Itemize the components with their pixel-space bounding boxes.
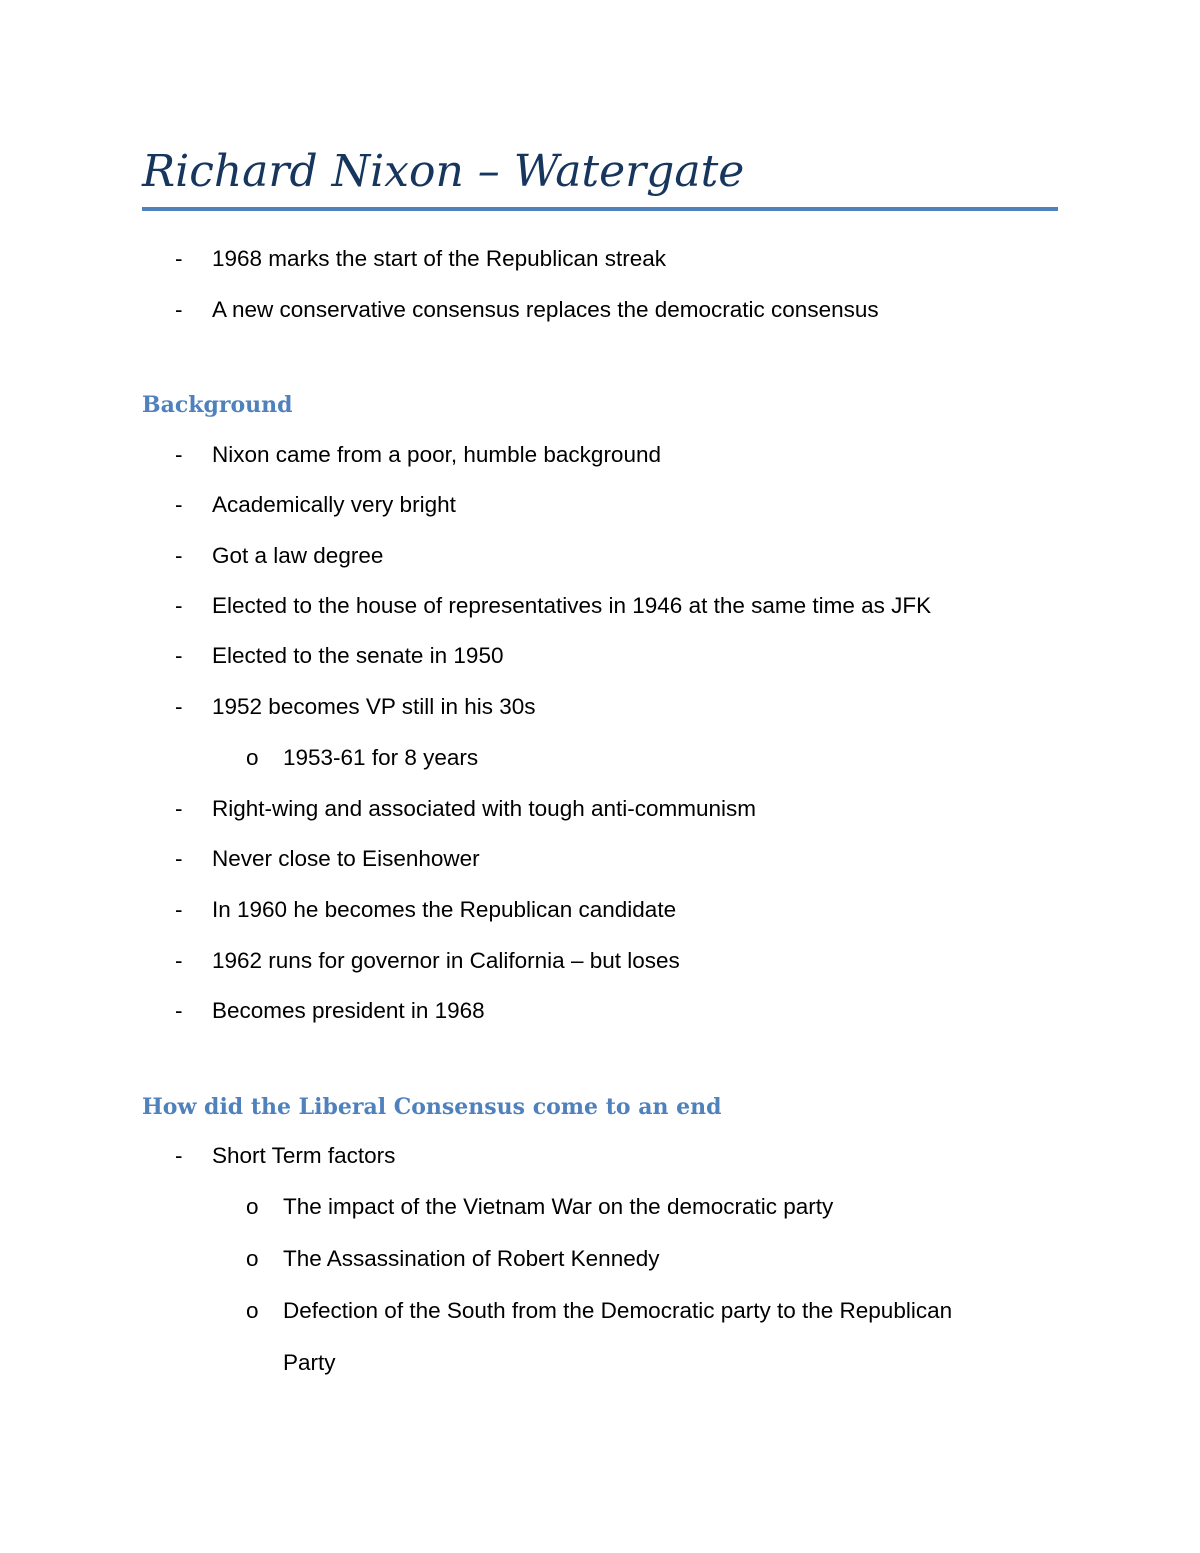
- title-underline: [142, 207, 1058, 211]
- list-item-text: Short Term factors: [212, 1143, 396, 1168]
- list-item-text: Right-wing and associated with tough anti-communism: [212, 796, 757, 821]
- list-item-text: The impact of the Vietnam War on the democratic party: [283, 1194, 834, 1219]
- page-title: Richard Nixon – Watergate: [142, 146, 745, 197]
- circle-bullet: o: [246, 1298, 259, 1323]
- list-item-text: Got a law degree: [212, 543, 384, 568]
- list-item-text: Defection of the South from the Democratic party to the Republican: [283, 1298, 953, 1323]
- list-item-continuation: Party: [283, 1350, 336, 1375]
- dash-bullet: -: [175, 643, 183, 668]
- dash-bullet: -: [175, 998, 183, 1023]
- dash-bullet: -: [175, 593, 183, 618]
- list-item-text: Elected to the senate in 1950: [212, 643, 504, 668]
- section-heading-background: Background: [142, 392, 293, 418]
- list-item-text: Never close to Eisenhower: [212, 846, 480, 871]
- list-item-text: 1953-61 for 8 years: [283, 745, 479, 770]
- dash-bullet: -: [175, 897, 183, 922]
- list-item-text: Elected to the house of representatives in 1946 at the same time as JFK: [212, 593, 932, 618]
- circle-bullet: o: [246, 745, 259, 770]
- list-item-text: Becomes president in 1968: [212, 998, 485, 1023]
- section-heading-liberal-consensus: How did the Liberal Consensus come to an end: [142, 1094, 722, 1120]
- dash-bullet: -: [175, 492, 183, 517]
- dash-bullet: -: [175, 297, 183, 322]
- dash-bullet: -: [175, 442, 183, 467]
- list-item-text: 1962 runs for governor in California – but loses: [212, 948, 680, 973]
- list-item-text: Nixon came from a poor, humble background: [212, 442, 661, 467]
- list-item-text: 1952 becomes VP still in his 30s: [212, 694, 536, 719]
- dash-bullet: -: [175, 796, 183, 821]
- dash-bullet: -: [175, 846, 183, 871]
- dash-bullet: -: [175, 694, 183, 719]
- list-item-text: The Assassination of Robert Kennedy: [283, 1246, 660, 1271]
- dash-bullet: -: [175, 246, 183, 271]
- dash-bullet: -: [175, 543, 183, 568]
- list-item-text: In 1960 he becomes the Republican candidate: [212, 897, 677, 922]
- circle-bullet: o: [246, 1194, 259, 1219]
- dash-bullet: -: [175, 1143, 183, 1168]
- list-item-text: 1968 marks the start of the Republican streak: [212, 246, 666, 271]
- list-item-text: Academically very bright: [212, 492, 456, 517]
- dash-bullet: -: [175, 948, 183, 973]
- list-item-text: A new conservative consensus replaces the democratic consensus: [212, 297, 879, 322]
- circle-bullet: o: [246, 1246, 259, 1271]
